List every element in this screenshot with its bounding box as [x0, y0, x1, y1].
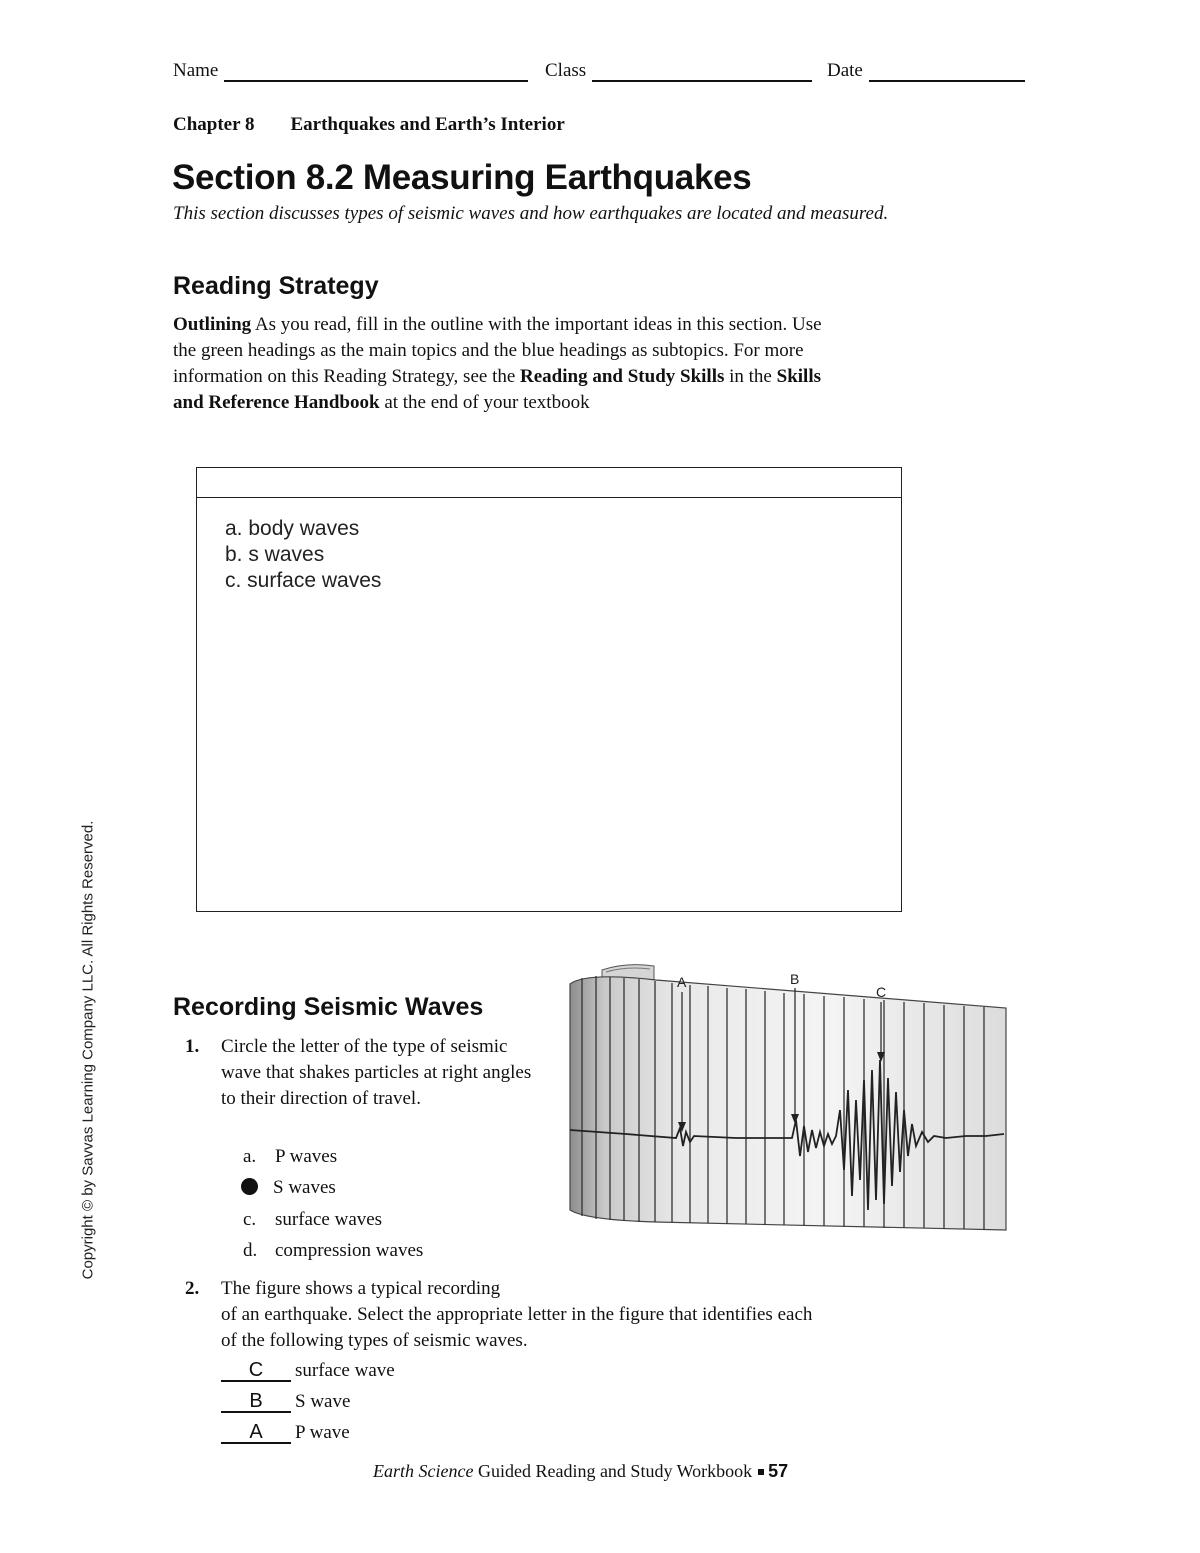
seismogram-figure	[566, 960, 1008, 1240]
chapter-line	[173, 114, 565, 136]
section-description: This section discusses types of seismic waves and how earthquakes are located and measured.	[173, 203, 889, 224]
recording-heading: Recording Seismic Waves	[173, 993, 484, 1021]
answer-blank[interactable]: A	[221, 1422, 291, 1444]
strategy-bold-1: Reading and Study Skills	[520, 366, 725, 387]
date-field	[827, 60, 1025, 82]
answer-label: P wave	[295, 1422, 350, 1443]
marker-a-label: A	[677, 974, 687, 990]
strategy-text-1: As you read, fill in the outline with the important ideas in this section. Use the green headings as the main topics and the blue headings as subtopics. For more information on this Reading Strategy, see the	[173, 314, 822, 387]
choice-a-letter: a.	[243, 1146, 257, 1167]
question-2-line-rest: of an earthquake. Select the appropriate letter in the figure that identifies each of the following types of seismic waves.	[221, 1304, 813, 1351]
copyright-notice: Copyright © by Savvas Learning Company LLC. All Rights Reserved.	[79, 820, 97, 1280]
answer-blank[interactable]: C	[221, 1360, 291, 1382]
marker-c-label: C	[876, 984, 887, 1000]
outline-header-row[interactable]	[197, 468, 901, 498]
answer-row	[221, 1391, 350, 1413]
chapter-label: Chapter 8	[173, 114, 255, 135]
class-label: Class	[545, 60, 587, 81]
answer-row	[221, 1360, 395, 1382]
answer-label: S wave	[295, 1391, 351, 1412]
marker-b-label: B	[790, 971, 800, 987]
footer-square-icon	[758, 1469, 764, 1475]
choice-c-text: surface waves	[275, 1209, 383, 1230]
question-1-number: 1.	[185, 1036, 200, 1057]
strategy-text-3: at the end of your textbook	[379, 392, 590, 413]
question-2-number: 2.	[185, 1278, 200, 1299]
date-blank[interactable]	[869, 60, 1025, 82]
recording-drum	[570, 965, 1006, 1230]
choice-d-letter: d.	[243, 1240, 258, 1261]
answer-blank[interactable]: B	[221, 1391, 291, 1413]
class-blank[interactable]	[592, 60, 812, 82]
choice-c-letter: c.	[243, 1209, 257, 1230]
selected-marker-icon	[241, 1178, 258, 1195]
class-field	[545, 60, 812, 82]
strategy-bold-2: Skills and Reference Handbook	[173, 366, 821, 413]
footer-book-title: Earth Science	[373, 1461, 474, 1481]
choice-c[interactable]	[243, 1209, 382, 1231]
choice-a[interactable]	[243, 1146, 337, 1168]
section-title: Section 8.2 Measuring Earthquakes	[172, 158, 752, 197]
outline-entry: a. body waves	[225, 517, 360, 540]
choice-b-text: S waves	[273, 1177, 336, 1198]
name-label: Name	[173, 60, 219, 81]
reading-strategy-heading: Reading Strategy	[173, 272, 379, 300]
outline-entries	[225, 516, 381, 594]
choice-d-text: compression waves	[275, 1240, 424, 1261]
outline-entry: c. surface waves	[225, 569, 382, 592]
page-number: 57	[768, 1461, 789, 1481]
question-2-text	[221, 1276, 821, 1354]
question-1-text: Circle the letter of the type of seismic wave that shakes particles at right angles to their direction of travel.	[221, 1036, 532, 1109]
name-field	[173, 60, 528, 82]
answer-label: surface wave	[295, 1360, 395, 1381]
outline-box[interactable]	[196, 467, 902, 912]
reading-strategy-text	[173, 312, 833, 416]
outline-entry: b. s waves	[225, 543, 325, 566]
footer-book-rest: Guided Reading and Study Workbook	[473, 1461, 753, 1481]
question-2-line-1: The figure shows a typical recording	[221, 1278, 501, 1299]
page-footer	[373, 1461, 788, 1482]
outlining-lead: Outlining	[173, 314, 252, 335]
choice-d[interactable]	[243, 1240, 423, 1262]
strategy-text-2: in the	[724, 366, 777, 387]
date-label: Date	[827, 60, 863, 81]
name-blank[interactable]	[224, 60, 528, 82]
chapter-title: Earthquakes and Earth’s Interior	[290, 114, 565, 135]
answer-row	[221, 1422, 350, 1444]
choice-a-text: P waves	[275, 1146, 338, 1167]
choice-b[interactable]	[243, 1177, 336, 1199]
